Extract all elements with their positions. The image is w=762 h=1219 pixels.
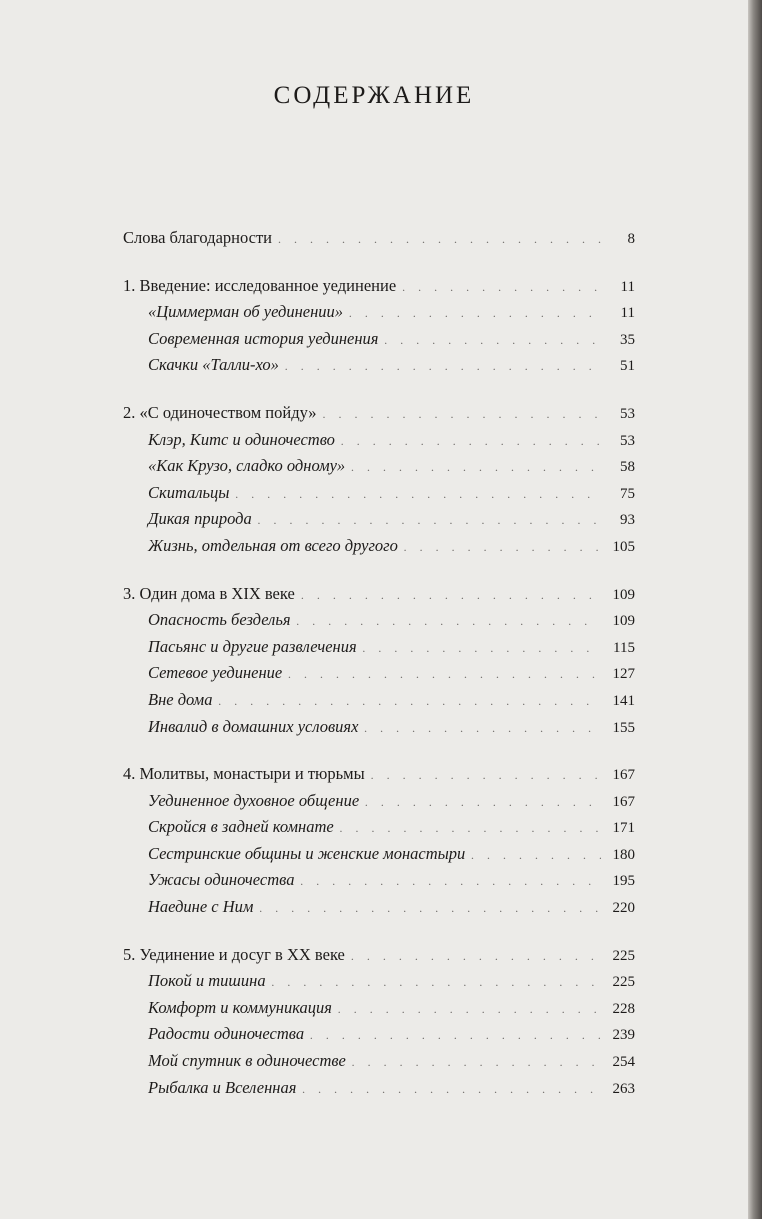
dot-leader [259, 901, 601, 916]
toc-page-number: 225 [612, 974, 635, 991]
dot-leader [365, 795, 601, 810]
toc-page-number: 11 [620, 305, 635, 322]
toc-page-number: 53 [620, 405, 635, 422]
toc-page-number: 263 [612, 1080, 635, 1097]
dot-leader [323, 407, 602, 422]
toc-page-number: 220 [612, 900, 635, 917]
toc-entry-label: Скройся в задней комнате [148, 817, 334, 837]
toc-page-number: 167 [612, 767, 635, 784]
toc-subentry [123, 844, 635, 871]
toc-entry-label: Комфорт и коммуникация [148, 997, 332, 1017]
toc-subentry [123, 430, 635, 457]
dot-leader [364, 721, 601, 736]
toc-page-number: 239 [612, 1027, 635, 1044]
toc-page-number: 228 [612, 1000, 635, 1017]
toc-entry-label: Рыбалка и Вселенная [148, 1077, 297, 1097]
toc-subentry [123, 329, 635, 356]
toc-page-number: 167 [612, 793, 635, 810]
dot-leader [341, 434, 601, 449]
dot-leader [285, 359, 601, 374]
dot-leader [301, 588, 601, 603]
toc-subentry [123, 1024, 635, 1051]
dot-leader [352, 1055, 601, 1070]
toc-subentry [123, 509, 635, 536]
dot-leader [351, 460, 601, 475]
toc-page-number: 195 [612, 873, 635, 890]
toc-entry-label: Клэр, Китс и одиночество [148, 429, 335, 449]
toc-subentry [123, 355, 635, 382]
toc-page-number: 141 [612, 692, 635, 709]
toc-subentry [123, 817, 635, 844]
toc-entry-label: Инвалид в домашних условиях [148, 716, 359, 736]
toc-subentry [123, 897, 635, 924]
dot-leader [218, 694, 601, 709]
dot-leader [363, 641, 601, 656]
toc-entry-label: Пасьянс и другие развлечения [148, 636, 357, 656]
toc-subentry [123, 791, 635, 818]
toc-entry-label: Покой и тишина [148, 971, 266, 991]
dot-leader [288, 667, 601, 682]
toc-entry-label: Слова благодарности [123, 228, 273, 247]
toc-entry-label: Сестринские общины и женские монастыри [148, 843, 466, 863]
page-title: СОДЕРЖАНИЕ [273, 82, 475, 109]
toc-page-number: 109 [612, 586, 635, 603]
toc-page-number: 35 [620, 331, 635, 348]
dot-leader [404, 540, 601, 555]
dot-leader [338, 1002, 601, 1017]
toc-entry-label: 2. «С одиночеством пойду» [123, 402, 317, 422]
toc-subentry [123, 1078, 635, 1105]
toc-entry-label: Скитальцы [148, 482, 230, 502]
toc-entry-label: Сетевое уединение [148, 663, 283, 683]
toc-page-number: 53 [620, 432, 635, 449]
toc-entry-label: Дикая природа [148, 509, 252, 529]
toc-page-number: 225 [612, 947, 635, 964]
dot-leader [310, 1028, 601, 1043]
toc-page-number: 11 [620, 278, 635, 295]
dot-leader [297, 614, 601, 629]
toc-entry-label: 4. Молитвы, монастыри и тюрьмы [123, 764, 365, 784]
toc-page-number: 180 [612, 846, 635, 863]
toc-entry-label: Скачки «Талли-хо» [148, 355, 279, 375]
toc-subentry [123, 971, 635, 998]
toc-entry-label: Мой спутник в одиночестве [148, 1051, 346, 1071]
dot-leader [340, 821, 601, 836]
dot-leader [300, 874, 601, 889]
toc-subentry [123, 717, 635, 744]
dot-leader [302, 1082, 601, 1097]
toc-page-number: 75 [620, 485, 635, 502]
dot-leader [272, 975, 601, 990]
toc-subentry [123, 637, 635, 664]
toc-entry-label: Жизнь, отдельная от всего другого [148, 535, 398, 555]
toc-entry-label: 5. Уединение и досуг в XX веке [123, 944, 345, 964]
table-of-contents [123, 228, 635, 1104]
toc-entry [123, 945, 635, 972]
toc-subentry [123, 456, 635, 483]
toc-subentry [123, 483, 635, 510]
dot-leader [258, 513, 601, 528]
toc-page-number: 105 [612, 538, 635, 555]
toc-entry-label: «Циммерман об уединении» [148, 302, 344, 322]
toc-entry-label: «Как Крузо, сладко одному» [148, 456, 346, 476]
toc-page-number: 8 [627, 231, 635, 247]
toc-subentry [123, 1051, 635, 1078]
toc-subentry [123, 870, 635, 897]
toc-page-number: 51 [620, 358, 635, 375]
toc-entry [123, 276, 635, 303]
toc-entry-label: 1. Введение: исследованное уединение [123, 275, 397, 295]
toc-entry [123, 403, 635, 430]
toc-entry-label: Современная история уединения [148, 328, 379, 348]
toc-entry-label: Радости одиночества [148, 1024, 305, 1044]
toc-entry-label: Вне дома [148, 689, 213, 709]
toc-entry [123, 228, 635, 255]
dot-leader [351, 949, 601, 964]
toc-entry-label: Ужасы одиночества [148, 870, 295, 890]
dot-leader [402, 280, 601, 295]
toc-subentry [123, 690, 635, 717]
toc-entry-label: Уединенное духовное общение [148, 790, 360, 810]
toc-page-number: 109 [612, 613, 635, 630]
toc-page-number: 115 [613, 639, 635, 656]
toc-entry [123, 764, 635, 791]
dot-leader [349, 306, 601, 321]
toc-entry [123, 584, 635, 611]
toc-subentry [123, 536, 635, 563]
toc-page-number: 254 [612, 1054, 635, 1071]
toc-entry-label: 3. Один дома в XIX веке [123, 583, 295, 603]
dot-leader [471, 848, 601, 863]
dot-leader [384, 333, 601, 348]
dot-leader [371, 768, 601, 783]
toc-subentry [123, 610, 635, 637]
page-edge [748, 0, 762, 1219]
toc-page-number: 155 [612, 719, 635, 736]
toc-page-number: 58 [620, 459, 635, 476]
toc-page-number: 127 [612, 666, 635, 683]
toc-entry-label: Опасность безделья [148, 610, 291, 630]
toc-subentry [123, 302, 635, 329]
toc-entry-label: Наедине с Ним [148, 897, 254, 917]
toc-subentry [123, 998, 635, 1025]
toc-page-number: 171 [612, 820, 635, 837]
toc-page-number: 93 [620, 512, 635, 529]
dot-leader [278, 232, 601, 247]
toc-subentry [123, 663, 635, 690]
dot-leader [235, 487, 601, 502]
